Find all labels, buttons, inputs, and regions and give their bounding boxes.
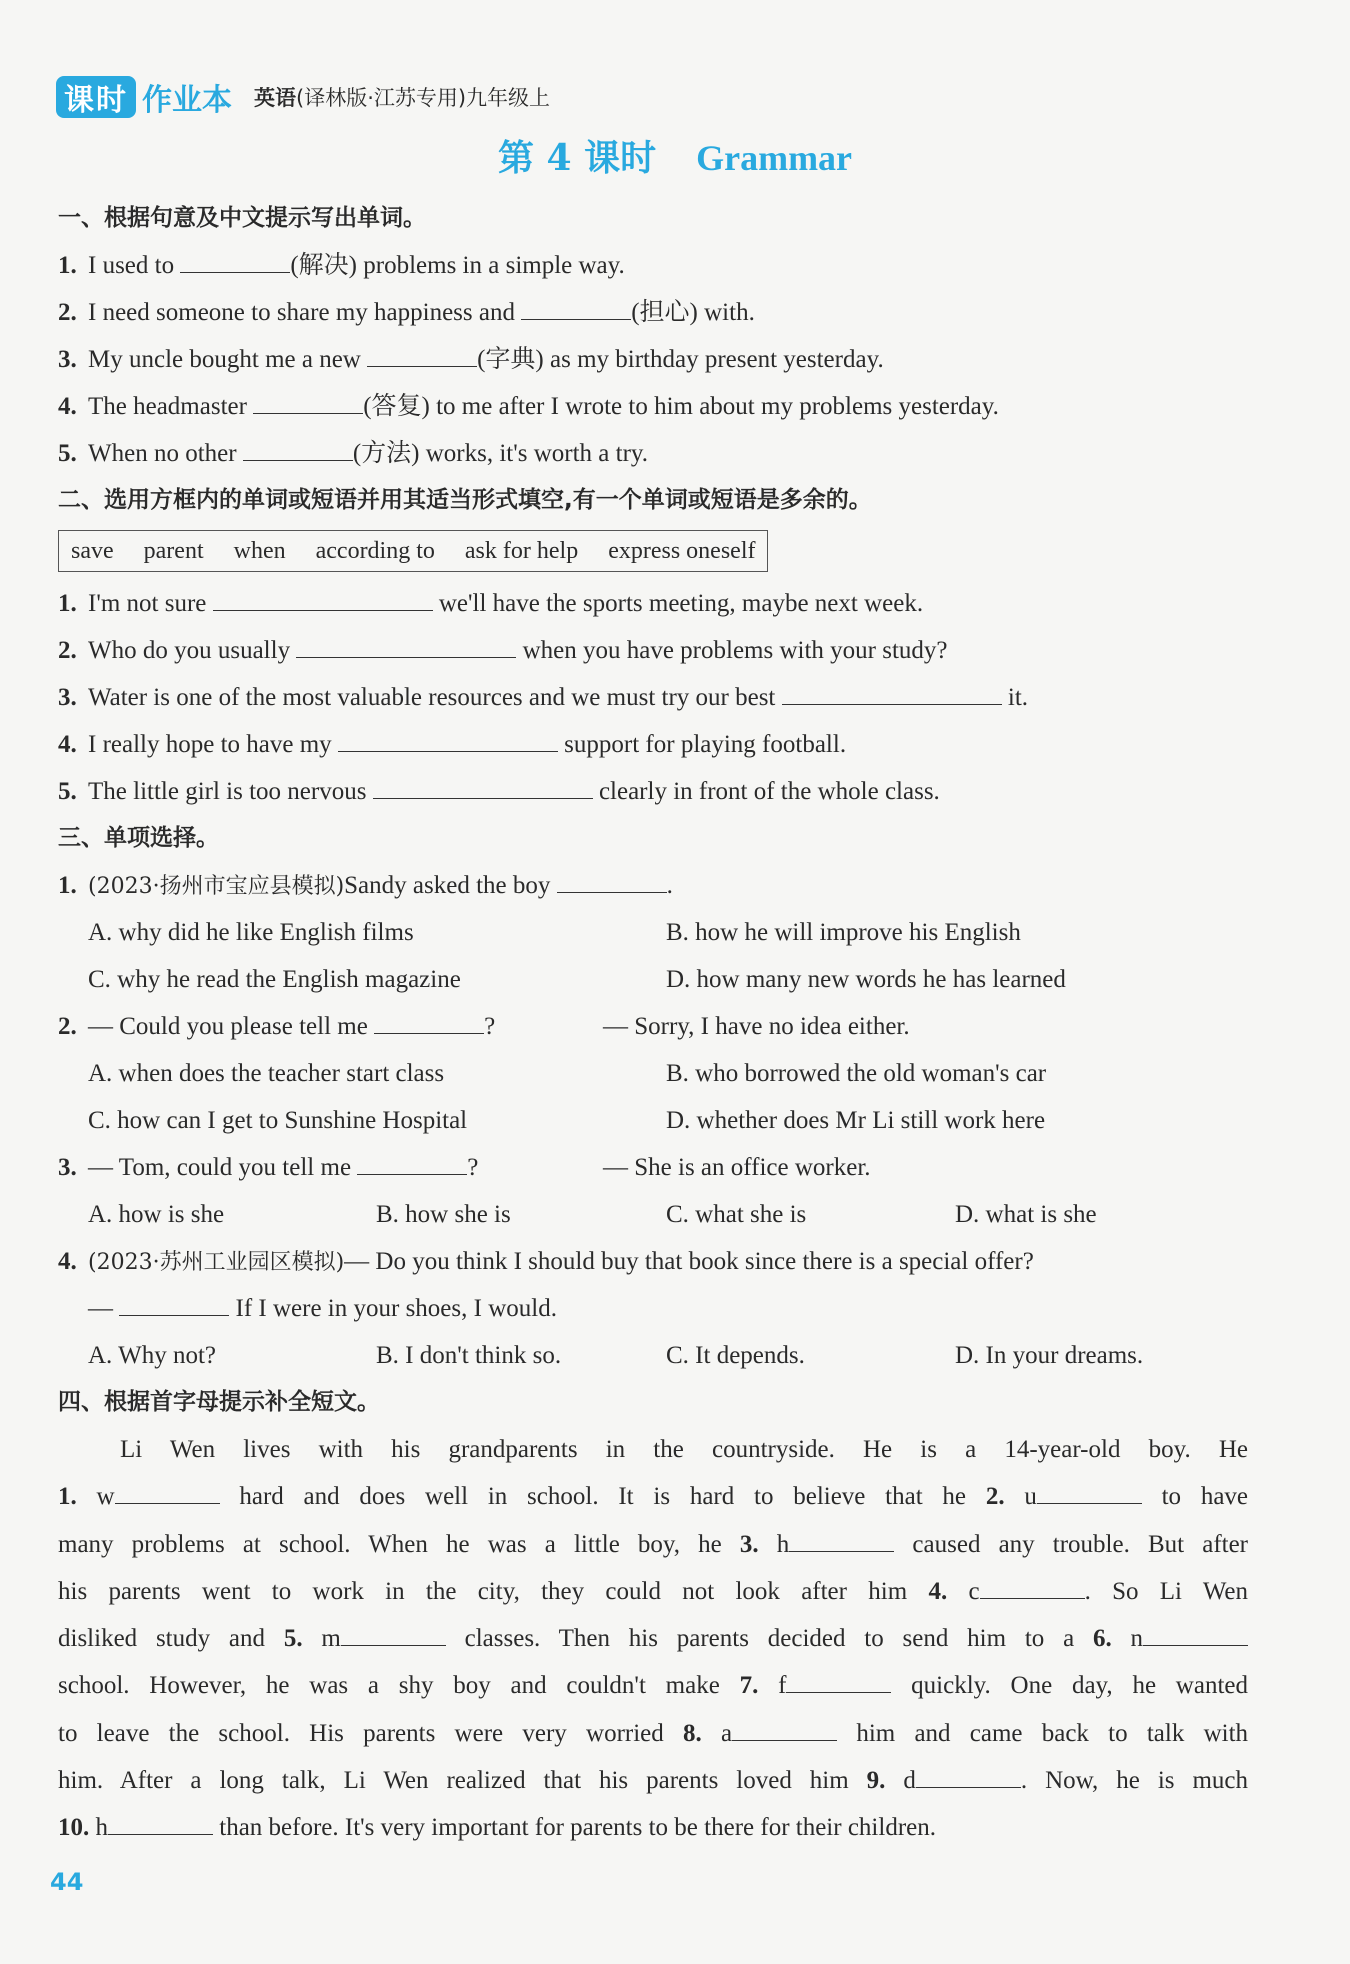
answer-blank[interactable] [341, 1623, 446, 1646]
section-3-heading: 三、单项选择。 [58, 825, 219, 851]
s3-question: 1. (2023·扬州市宝应县模拟)Sandy asked the boy . [58, 872, 673, 899]
brand-logo: 课时 [56, 76, 136, 118]
option-d[interactable]: D. whether does Mr Li still work here [666, 1107, 1046, 1134]
option-a[interactable]: A. why did he like English films [88, 919, 414, 946]
page-number: 44 [50, 1868, 84, 1896]
subject-info: 英语(译林版·江苏专用)九年级上 [254, 86, 551, 110]
s1-item: 2. I need someone to share my happiness and (担心) with. [58, 299, 755, 326]
s3-question: 4. (2023·苏州工业园区模拟)— Do you think I should buy that book since there is a special offer? [58, 1248, 1034, 1275]
s3-question: 2. — Could you please tell me ? — Sorry, I have no idea either. [58, 1013, 910, 1040]
option-c[interactable]: C. why he read the English magazine [88, 966, 461, 993]
answer-blank[interactable] [557, 870, 667, 893]
s3-options [58, 1050, 1248, 1097]
answer-blank[interactable] [108, 1812, 213, 1835]
option-d[interactable]: D. In your dreams. [955, 1342, 1144, 1369]
s1-item: 4. The headmaster (答复) to me after I wrote to him about my problems yesterday. [58, 393, 999, 420]
s1-item: 5. When no other (方法) works, it's worth a try. [58, 440, 649, 467]
answer-blank[interactable] [732, 1718, 837, 1741]
answer-blank[interactable] [786, 1670, 891, 1693]
passage-line: many problems at school. When he was a little boy, he 3. h caused any trouble. But after [58, 1530, 1249, 1558]
section-4-heading: 四、根据首字母提示补全短文。 [58, 1389, 380, 1415]
word-bank-item: when [233, 538, 286, 564]
answer-blank[interactable] [1037, 1481, 1142, 1504]
passage-line: 1. w hard and does well in school. It is hard to believe that he 2. u to have [58, 1483, 1249, 1511]
answer-blank[interactable] [253, 391, 363, 414]
s2-item: 2. Who do you usually when you have problems with your study? [58, 637, 948, 664]
answer-blank[interactable] [119, 1293, 229, 1316]
s2-item: 1. I'm not sure we'll have the sports meeting, maybe next week. [58, 590, 924, 617]
s1-item: 1. I used to (解决) problems in a simple way. [58, 252, 625, 279]
answer-blank[interactable] [782, 682, 1002, 705]
option-b[interactable]: B. I don't think so. [376, 1342, 562, 1369]
option-b[interactable]: B. how he will improve his English [666, 919, 1021, 946]
s3-options [58, 1191, 1248, 1238]
answer-blank[interactable] [115, 1481, 220, 1504]
answer-blank[interactable] [243, 438, 353, 461]
s3-options [58, 956, 1248, 1003]
s3-options [58, 1097, 1248, 1144]
answer-blank[interactable] [980, 1576, 1085, 1599]
answer-blank[interactable] [373, 776, 593, 799]
option-d[interactable]: D. how many new words he has learned [666, 966, 1066, 993]
page-header [56, 74, 550, 120]
s3-options [58, 1332, 1248, 1379]
answer-blank[interactable] [357, 1152, 467, 1175]
option-d[interactable]: D. what is she [955, 1201, 1097, 1228]
word-bank-item: express oneself [608, 538, 756, 564]
passage-line: disliked study and 5. m classes. Then his parents decided to send him to a 6. n [58, 1615, 1248, 1662]
s3-question-reply: — If I were in your shoes, I would. [88, 1295, 557, 1322]
answer-blank[interactable] [1143, 1623, 1248, 1646]
word-bank-item: save [71, 538, 114, 564]
lesson-title: 第 4 课时 Grammar [497, 137, 853, 179]
s2-item: 3. Water is one of the most valuable resources and we must try our best it. [58, 684, 1029, 711]
passage-line: his parents went to work in the city, they could not look after him 4. c . So Li Wen [58, 1577, 1249, 1605]
word-bank-item: ask for help [464, 538, 579, 564]
answer-blank[interactable] [180, 250, 290, 273]
passage-line: school. However, he was a shy boy and couldn't make 7. f quickly. One day, he wanted [58, 1672, 1248, 1700]
passage-line: to leave the school. His parents were very worried 8. a him and came back to talk with [58, 1719, 1249, 1747]
option-a[interactable]: A. how is she [88, 1201, 225, 1228]
option-c[interactable]: C. how can I get to Sunshine Hospital [88, 1107, 468, 1134]
answer-blank[interactable] [296, 635, 516, 658]
answer-blank[interactable] [916, 1765, 1021, 1788]
answer-blank[interactable] [374, 1011, 484, 1034]
option-b[interactable]: B. how she is [376, 1201, 511, 1228]
section-1-heading: 一、根据句意及中文提示写出单词。 [58, 205, 426, 231]
answer-blank[interactable] [789, 1529, 894, 1552]
s2-item: 5. The little girl is too nervous clearly in front of the whole class. [58, 778, 940, 805]
option-c[interactable]: C. It depends. [666, 1342, 805, 1369]
word-bank-box [58, 530, 768, 572]
section-2-heading: 二、选用方框内的单词或短语并用其适当形式填空,有一个单词或短语是多余的。 [58, 487, 872, 513]
s3-question: 3. — Tom, could you tell me ? — She is an office worker. [58, 1154, 871, 1181]
exercise-content [58, 195, 1248, 1852]
option-a[interactable]: A. when does the teacher start class [88, 1060, 445, 1087]
passage-line: Li Wen lives with his grandparents in the countryside. He is a 14-year-old boy. He [120, 1436, 1248, 1463]
brand-name: 作业本 [142, 83, 232, 118]
answer-blank[interactable] [367, 344, 477, 367]
answer-blank[interactable] [521, 297, 631, 320]
cloze-passage [58, 1426, 1248, 1852]
word-bank-item: according to [315, 538, 435, 564]
s1-item: 3. My uncle bought me a new (字典) as my birthday present yesterday. [58, 346, 884, 373]
passage-line: him. After a long talk, Li Wen realized that his parents loved him 9. d . Now, he is much [58, 1767, 1249, 1795]
word-bank-item: parent [143, 538, 204, 564]
option-c[interactable]: C. what she is [666, 1201, 807, 1228]
option-b[interactable]: B. who borrowed the old woman's car [666, 1060, 1047, 1087]
option-a[interactable]: A. Why not? [88, 1342, 216, 1369]
answer-blank[interactable] [213, 588, 433, 611]
passage-line: 10. h than before. It's very important for parents to be there for their children. [58, 1814, 936, 1842]
answer-blank[interactable] [338, 729, 558, 752]
s3-options [58, 909, 1248, 956]
s2-item: 4. I really hope to have my support for playing football. [58, 731, 847, 758]
